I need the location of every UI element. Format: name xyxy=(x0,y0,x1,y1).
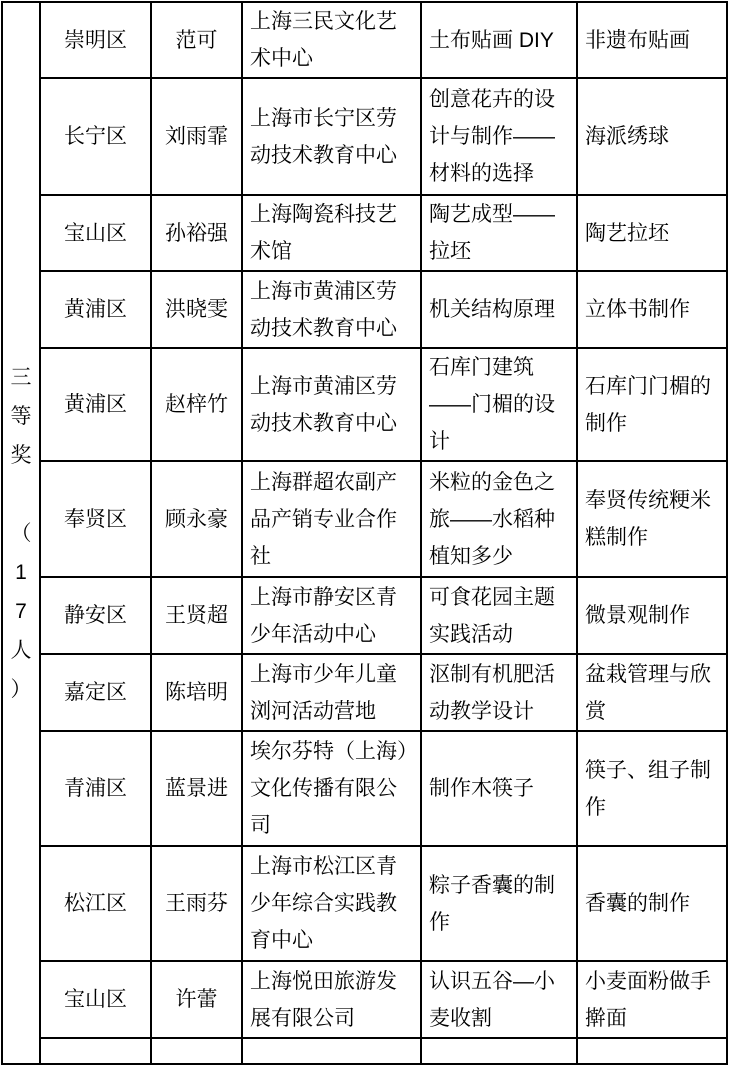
item-cell: 小麦面粉做手擀面 xyxy=(577,961,727,1038)
name-cell: 陈培明 xyxy=(151,654,242,731)
award-tier-char: （ xyxy=(10,521,32,545)
table-row-partial xyxy=(2,1038,727,1064)
course-cell: 认识五谷—小麦收割 xyxy=(421,961,577,1038)
table-row xyxy=(2,195,727,271)
org-cell: 上海陶瓷科技艺术馆 xyxy=(242,195,421,271)
district-cell: 松江区 xyxy=(40,846,151,961)
district-cell: 宝山区 xyxy=(40,195,151,271)
course-cell: 可食花园主题实践活动 xyxy=(421,577,577,654)
award-tier-char: 三 xyxy=(10,365,32,389)
org-cell: 上海市少年儿童浏河活动营地 xyxy=(242,654,421,731)
item-cell xyxy=(577,1038,727,1064)
item-cell: 盆栽管理与欣赏 xyxy=(577,654,727,731)
table-row xyxy=(2,654,727,731)
award-tier-char: ） xyxy=(10,677,32,701)
table-row xyxy=(2,461,727,577)
name-cell: 许蕾 xyxy=(151,961,242,1038)
org-cell xyxy=(242,1038,421,1064)
name-cell: 孙裕强 xyxy=(151,195,242,271)
org-cell: 上海群超农副产品产销专业合作社 xyxy=(242,461,421,577)
table-row xyxy=(2,846,727,961)
item-cell: 奉贤传统粳米糕制作 xyxy=(577,461,727,577)
table-row xyxy=(2,2,727,78)
item-cell: 海派绣球 xyxy=(577,78,727,195)
course-cell: 机关结构原理 xyxy=(421,271,577,348)
item-cell: 立体书制作 xyxy=(577,271,727,348)
award-tier-cell xyxy=(2,2,40,1064)
table-row xyxy=(2,348,727,461)
district-cell: 宝山区 xyxy=(40,961,151,1038)
district-cell: 嘉定区 xyxy=(40,654,151,731)
course-cell: 土布贴画 DIY xyxy=(421,2,577,78)
course-cell: 创意花卉的设计与制作——材料的选择 xyxy=(421,78,577,195)
org-cell: 上海三民文化艺术中心 xyxy=(242,2,421,78)
name-cell: 王雨芬 xyxy=(151,846,242,961)
course-cell: 粽子香囊的制作 xyxy=(421,846,577,961)
award-tier-char: 人 xyxy=(10,638,32,662)
course-cell: 沤制有机肥活动教学设计 xyxy=(421,654,577,731)
table-row xyxy=(2,731,727,846)
table-row xyxy=(2,577,727,654)
org-cell: 上海市黄浦区劳动技术教育中心 xyxy=(242,271,421,348)
name-cell: 范可 xyxy=(151,2,242,78)
award-tier-char: 奖 xyxy=(10,443,32,467)
item-cell: 石库门门楣的制作 xyxy=(577,348,727,461)
name-cell: 蓝景进 xyxy=(151,731,242,846)
district-cell: 长宁区 xyxy=(40,78,151,195)
name-cell: 刘雨霏 xyxy=(151,78,242,195)
org-cell: 上海市松江区青少年综合实践教育中心 xyxy=(242,846,421,961)
district-cell: 黄浦区 xyxy=(40,348,151,461)
course-cell: 米粒的金色之旅——水稻种植知多少 xyxy=(421,461,577,577)
org-cell: 上海市长宁区劳动技术教育中心 xyxy=(242,78,421,195)
district-cell: 青浦区 xyxy=(40,731,151,846)
award-tier-vertical-label xyxy=(3,3,39,1063)
course-cell: 制作木筷子 xyxy=(421,731,577,846)
district-cell: 奉贤区 xyxy=(40,461,151,577)
table-row xyxy=(2,961,727,1038)
name-cell: 洪晓雯 xyxy=(151,271,242,348)
course-cell: 陶艺成型——拉坯 xyxy=(421,195,577,271)
district-cell xyxy=(40,1038,151,1064)
district-cell: 静安区 xyxy=(40,577,151,654)
org-cell: 埃尔芬特（上海）文化传播有限公司 xyxy=(242,731,421,846)
award-tier-char: 1 xyxy=(15,560,27,584)
district-cell: 黄浦区 xyxy=(40,271,151,348)
district-cell: 崇明区 xyxy=(40,2,151,78)
item-cell: 筷子、组子制作 xyxy=(577,731,727,846)
course-cell xyxy=(421,1038,577,1064)
org-cell: 上海市黄浦区劳动技术教育中心 xyxy=(242,348,421,461)
name-cell: 赵梓竹 xyxy=(151,348,242,461)
item-cell: 香囊的制作 xyxy=(577,846,727,961)
item-cell: 非遗布贴画 xyxy=(577,2,727,78)
name-cell: 王贤超 xyxy=(151,577,242,654)
name-cell xyxy=(151,1038,242,1064)
table-row xyxy=(2,271,727,348)
award-tier-char: 7 xyxy=(15,599,27,623)
table-row xyxy=(2,78,727,195)
award-table xyxy=(1,1,728,1065)
item-cell: 陶艺拉坯 xyxy=(577,195,727,271)
award-tier-char: 等 xyxy=(10,404,32,428)
course-cell: 石库门建筑——门楣的设计 xyxy=(421,348,577,461)
org-cell: 上海市静安区青少年活动中心 xyxy=(242,577,421,654)
item-cell: 微景观制作 xyxy=(577,577,727,654)
org-cell: 上海悦田旅游发展有限公司 xyxy=(242,961,421,1038)
name-cell: 顾永豪 xyxy=(151,461,242,577)
